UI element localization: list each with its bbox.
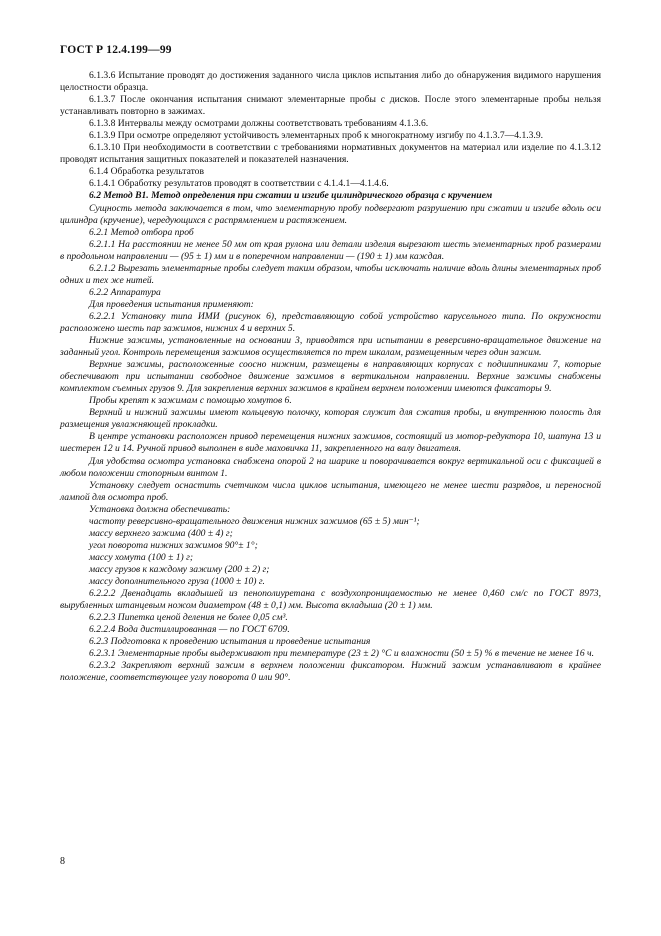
heading-6-1-4: 6.1.4 Обработка результатов <box>89 166 205 178</box>
heading-6-2-1: 6.2.1 Метод отбора проб <box>89 226 194 238</box>
paragraph-6-1-3-6: 6.1.3.6 Испытание проводят до достижения заданного числа циклов испытания либо до обнаружения видимого нарушения целостности образца. <box>60 70 601 94</box>
paragraph-6-2-1-2: 6.2.1.2 Вырезать элементарные пробы следует таким образом, чтобы исключать наличие вдоль длины элементарных проб одних и тех же нитей. <box>60 262 601 286</box>
paragraph-6-2-2-3: 6.2.2.3 Пипетка ценой деления не более 0,05 см³. <box>89 612 288 624</box>
paragraph-6-1-3-10: 6.1.3.10 При необходимости в соответствии с требованиями нормативных документов на материал или изделие по 4.1.3.12 проводят испытания защитных показателей и показателей назначения. <box>60 142 601 166</box>
method-essence: Сущность метода заключается в том, что элементарную пробу подвергают разрушению при сжатии и изгибе вдоль оси цилиндра (кручение), чередующихся с распрямлением и растяжением. <box>60 202 601 226</box>
requirement-item: частоту реверсивно-вращательного движения нижних зажимов (65 ± 5) мин⁻¹; <box>89 515 420 527</box>
lower-clamps-text: Нижние зажимы, установленные на основании 3, приводятся при испытании в реверсивно-вращательное движение на заданный угол. Контроль перемещения зажимов осуществляется по трем шкалам, размещенным через один зажим. <box>60 335 601 359</box>
paragraph-6-2-3-1: 6.2.3.1 Элементарные пробы выдерживают при температуре (23 ± 2) °С и влажности (50 ± 5) % в течение не менее 16 ч. <box>89 648 594 660</box>
document-body <box>60 70 601 684</box>
requirement-item: массу дополнительного груза (1000 ± 10) г. <box>89 575 265 587</box>
paragraph-6-1-3-7: 6.1.3.7 После окончания испытания снимают элементарные пробы с дисков. После этого элементарные пробы нельзя устанавливать повторно в зажимах. <box>60 94 601 118</box>
paragraph-6-2-2-1: 6.2.2.1 Установку типа ИМИ (рисунок 6), представляющую собой устройство карусельного типа. По окружности расположено шесть пар зажимов, нижних 4 и верхних 5. <box>60 310 601 334</box>
clamp-shelf-text: Верхний и нижний зажимы имеют кольцевую полочку, которая служит для сжатия пробы, и внутреннюю полость для размещения увлажняющей прокладки. <box>60 407 601 431</box>
paragraph-6-1-3-8: 6.1.3.8 Интервалы между осмотрами должны соответствовать требованиям 4.1.3.6. <box>89 118 429 130</box>
support-text: Для удобства осмотра установка снабжена опорой 2 на шарике и поворачивается вокруг вертикальной оси с фиксацией в любом положении стопорным винтом 1. <box>60 455 601 479</box>
heading-6-2-3: 6.2.3 Подготовка к проведению испытания и проведение испытания <box>89 636 371 648</box>
requirement-item: массу грузов к каждому зажиму (200 ± 2) г; <box>89 563 270 575</box>
heading-6-2-2: 6.2.2 Аппаратура <box>89 286 161 298</box>
equipment-intro: Для проведения испытания применяют: <box>89 298 254 310</box>
clamps-fixing-text: Пробы крепят к зажимам с помощью хомутов 6. <box>89 395 292 407</box>
requirement-item: массу хомута (100 ± 1) г; <box>89 551 194 563</box>
counter-text: Установку следует оснастить счетчиком числа циклов испытания, имеющего не менее шести разрядов, и переносной лампой для осмотра проб. <box>60 479 601 503</box>
document-header: ГОСТ Р 12.4.199—99 <box>60 44 172 56</box>
requirement-item: угол поворота нижних зажимов 90°± 1°; <box>89 539 258 551</box>
paragraph-6-2-3-2: 6.2.3.2 Закрепляют верхний зажим в верхнем положении фиксатором. Нижний зажим устанавливают в крайнее положение, соответствующее углу поворота 0 или 90°. <box>60 660 601 684</box>
upper-clamps-text: Верхние зажимы, расположенные соосно нижним, размещены в направляющих корпусах с подшипниками 7, которые обеспечивают при испытании свободное движение зажимов в вертикальном направлении. Верхние зажимы снабжены комплектом съемных грузов 9. Для закрепления верхних зажимов в крайнем верхнем положении имеются фиксаторы 9. <box>60 359 601 395</box>
section-heading-6-2: 6.2 Метод В1. Метод определения при сжатии и изгибе цилиндрического образца с кручением <box>89 190 493 202</box>
drive-text: В центре установки расположен привод перемещения нижних зажимов, состоящий из мотор-редуктора 10, шатуна 13 и шестерен 12 и 14. Ручной привод выполнен в виде маховичка 11, закрепленного на валу двигателя. <box>60 431 601 455</box>
requirement-item: массу верхнего зажима (400 ± 4) г; <box>89 527 233 539</box>
paragraph-6-2-1-1: 6.2.1.1 На расстоянии не менее 50 мм от края рулона или детали изделия вырезают шесть элементарных проб размерами в продольном направлении — (95 ± 1) мм и в поперечном направлении — (190 ± 1) мм каждая. <box>60 238 601 262</box>
page-number: 8 <box>60 856 65 867</box>
paragraph-6-2-2-2: 6.2.2.2 Двенадцать вкладышей из пенополиуретана с воздухопроницаемостью не менее 0,460 см/с по ГОСТ 8973, вырубленных штанцевым ножом диаметром (48 ± 0,1) мм. Высота вкладыша (20 ± 1) мм. <box>60 588 601 612</box>
paragraph-6-1-3-9: 6.1.3.9 При осмотре определяют устойчивость элементарных проб к многократному изгибу по 4.1.3.7—4.1.3.9. <box>89 130 544 142</box>
paragraph-6-1-4-1: 6.1.4.1 Обработку результатов проводят в соответствии с 4.1.4.1—4.1.4.6. <box>89 178 389 190</box>
paragraph-6-2-2-4: 6.2.2.4 Вода дистиллированная — по ГОСТ 6709. <box>89 624 290 636</box>
requirements-intro: Установка должна обеспечивать: <box>89 503 231 515</box>
